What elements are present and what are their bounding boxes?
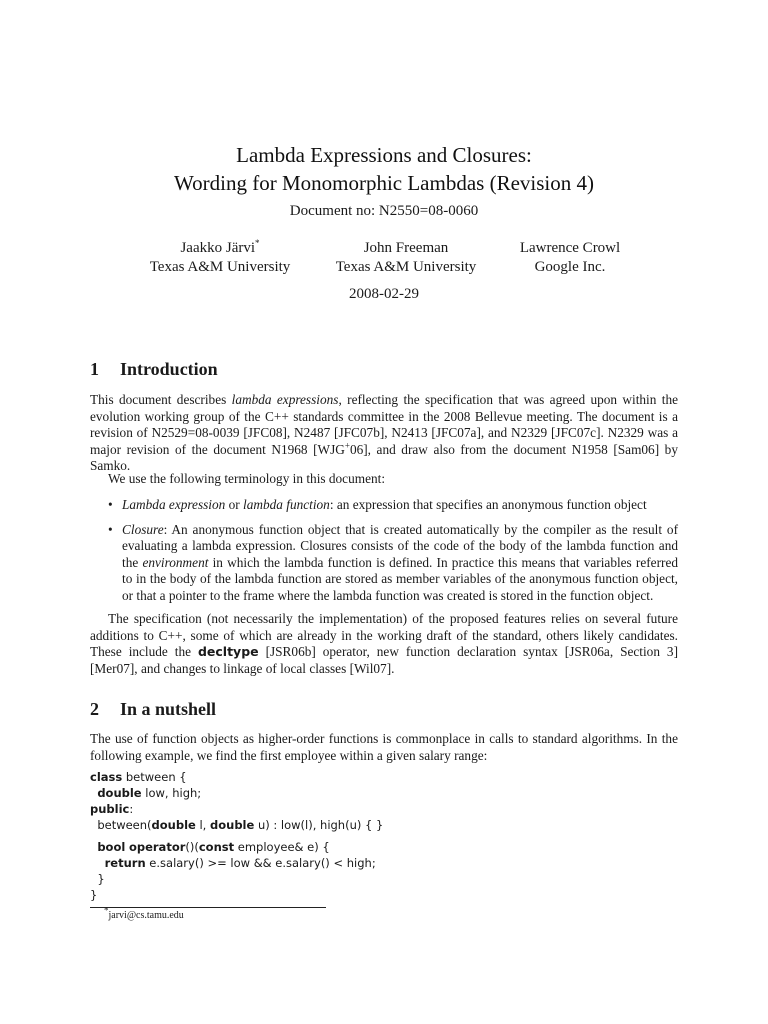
- author-2: [316, 239, 496, 277]
- code-keyword: return: [104, 856, 146, 870]
- term-closure-definition-a: : An anonymous function object that is created automatically by the compiler as the result of evaluating a lambda expression. Closures consists of the code of the body of the lambda function and the: [122, 521, 678, 570]
- author-2-affiliation: Texas A&M University: [335, 259, 477, 275]
- footnote-rule: [90, 907, 326, 908]
- code-line: [90, 887, 383, 903]
- code-text: :: [129, 802, 134, 816]
- author-3-affiliation: Google Inc.: [534, 259, 606, 275]
- code-listing: [90, 769, 383, 903]
- intro-p1-text-c: 06], and draw also from the document N1958 [Sam06] by Samko.: [90, 441, 678, 474]
- code-line: [90, 801, 383, 817]
- code-line: [90, 839, 383, 855]
- term-lambda-definition: : an expression that specifies an anonymous function object: [329, 497, 647, 512]
- term-closure: Closure: [122, 521, 164, 537]
- terminology-item-closure: [90, 522, 678, 605]
- code-keyword: public: [90, 802, 130, 816]
- term-closure-definition-b: in which the lambda function is defined. In practice this means that variables referred to in the body of the lambda function are stored as member variables of the anonymous function object, or that a pointer to the frame where the lambda function was created is stored in the function object.: [122, 554, 678, 603]
- term-lambda-expression: Lambda expression: [122, 497, 226, 512]
- code-keyword: bool: [97, 840, 126, 854]
- code-line: [90, 871, 383, 887]
- author-1: [130, 239, 310, 277]
- intro-paragraph-2: We use the following terminology in this document:: [108, 471, 386, 486]
- intro-paragraph-3: [90, 611, 678, 677]
- footnote-email: jarvi@cs.tamu.edu: [108, 910, 184, 921]
- code-line: [90, 769, 383, 785]
- code-text: u) : low(l), high(u) { }: [254, 818, 384, 832]
- footnote: [104, 905, 184, 921]
- terminology-item-lambda: [90, 497, 678, 514]
- code-text: }: [90, 888, 98, 902]
- author-2-name: John Freeman: [363, 240, 449, 256]
- code-line: [90, 855, 383, 871]
- author-3: [480, 239, 660, 277]
- section-2-number: 2: [90, 699, 99, 719]
- code-keyword: class: [90, 770, 123, 784]
- title-line-2: Wording for Monomorphic Lambdas (Revision 4): [174, 171, 594, 195]
- author-1-name: Jaakko Järvi: [180, 240, 256, 256]
- footnote-mark: *: [104, 905, 109, 916]
- section-2-heading: [90, 699, 216, 720]
- code-text: }: [97, 872, 105, 886]
- bullet-dot: •: [108, 521, 113, 537]
- term-lambda-function: lambda function: [243, 497, 330, 512]
- code-text: between {: [122, 770, 187, 784]
- code-text: between(: [97, 818, 152, 832]
- intro-p1-text-a: This document describes: [90, 392, 232, 407]
- code-text: employee& e) {: [234, 840, 330, 854]
- code-line: [90, 817, 383, 833]
- document-date: 2008-02-29: [349, 286, 419, 302]
- code-keyword: double: [210, 818, 255, 832]
- author-1-footnote-mark: *: [255, 238, 260, 248]
- section-1-title: Introduction: [120, 359, 218, 379]
- intro-p1-superscript: +: [344, 440, 350, 451]
- intro-paragraph-1: [90, 392, 678, 475]
- code-text: e.salary() >= low && e.salary() < high;: [145, 856, 376, 870]
- code-keyword: double: [97, 786, 142, 800]
- intro-p3-text-a: The specification (not necessarily the implementation) of the proposed features relies on several future additions to C++, some of which are already in the working draft of the standard, others likely candidates. These include the: [90, 611, 678, 660]
- term-environment: environment: [142, 554, 209, 570]
- section-1-heading: [90, 359, 218, 380]
- code-line: [90, 785, 383, 801]
- code-text: low, high;: [141, 786, 202, 800]
- code-keyword: operator: [128, 840, 186, 854]
- bullet-dot: •: [108, 497, 113, 512]
- intro-p1-text-b: , reflecting the specification that was agreed upon within the evolution working group of the C++ standards committee in the 2008 Bellevue meeting. The document is a revision of N2529=08-0039 [JFC08], N2487 [JFC07b], N2413 [JFC07a], and N2329 [JFC07c]. N2329 was a major revision of the document N1968 [WJG: [90, 392, 679, 457]
- intro-p3-text-b: [JSR06b] operator, new function declaration syntax [JSR06a, Section 3][Mer07], and changes to linkage of local classes [Wil07].: [90, 644, 678, 676]
- code-keyword: const: [198, 840, 235, 854]
- decltype-keyword: decltype: [197, 644, 259, 660]
- author-1-affiliation: Texas A&M University: [149, 259, 291, 275]
- author-3-name: Lawrence Crowl: [519, 240, 621, 256]
- code-text: ()(: [185, 840, 199, 854]
- terminology-list: [90, 497, 678, 605]
- nutshell-paragraph-1: The use of function objects as higher-order functions is commonplace in calls to standard algorithms. In the following example, we find the first employee within a given salary range:: [90, 731, 678, 763]
- term-or: or: [225, 497, 244, 512]
- intro-p1-emphasis: lambda expressions: [231, 392, 339, 407]
- title-line-1: Lambda Expressions and Closures:: [236, 143, 532, 167]
- document-number: Document no: N2550=08-0060: [289, 203, 479, 219]
- code-keyword: double: [151, 818, 196, 832]
- section-2-title: In a nutshell: [120, 699, 217, 719]
- code-text: l,: [195, 818, 210, 832]
- section-1-number: 1: [90, 359, 99, 379]
